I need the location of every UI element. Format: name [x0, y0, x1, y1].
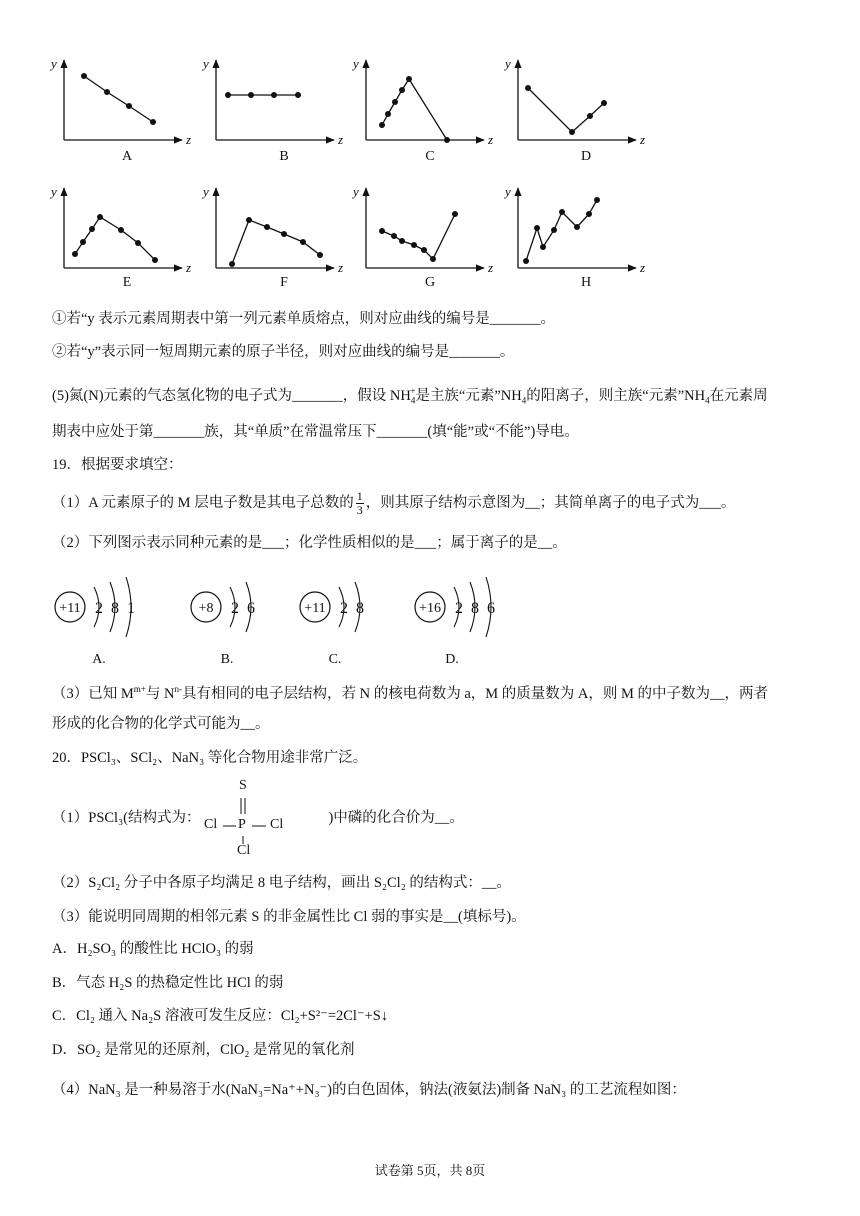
- graph-point: [452, 211, 458, 217]
- graph-point: [118, 227, 124, 233]
- graph-point: [97, 214, 103, 220]
- graph-curve: [528, 88, 604, 132]
- graph-point: [586, 211, 592, 217]
- struct-top-s: S: [239, 778, 247, 793]
- graph-label-a: A: [121, 149, 133, 164]
- graph-point: [444, 137, 450, 143]
- graph-point: [379, 122, 385, 128]
- graph-z-label: z: [338, 260, 344, 275]
- graph-point: [264, 224, 270, 230]
- q18-part5-line2: 期表中应处于第_______族，其“单质”在常温常压下_______(填“能”或“不能”)导电。: [52, 424, 579, 440]
- graph-y-label: y: [505, 56, 511, 71]
- graph-z-label: z: [488, 132, 494, 147]
- graph-curve: [75, 217, 155, 260]
- q18-item1: ①若“y 表示元素周期表中第一列元素单质熔点，则对应曲线的编号是_______。: [52, 311, 556, 327]
- graph-label-b: B: [279, 149, 289, 164]
- shell-electron-count: 6: [487, 600, 495, 617]
- q19-part2: （2）下列图示表示同种元素的是___；化学性质相似的是___；属于离子的是__。: [52, 535, 567, 551]
- graph-point: [246, 217, 252, 223]
- q20-title: 20．PSCl₃、SCl₂、NaN₃ 等化合物用途非常广泛。: [52, 750, 368, 766]
- graph-point: [248, 92, 254, 98]
- graph-point: [80, 239, 86, 245]
- graph-point: [406, 76, 412, 82]
- graph-y-label: y: [51, 56, 57, 71]
- q18-part5-line1: (5)氮(N)元素的气态氢化物的电子式为_______，假设 $NH_4^+$是主族“元素$”NH_4$的阳离子，则主族“元素$”NH_4$在元素周: [52, 386, 768, 406]
- shell-electron-count: 8: [111, 600, 119, 617]
- graph-point: [225, 92, 231, 98]
- shell-electron-count: 2: [340, 600, 348, 617]
- graph-label-h: H: [580, 275, 592, 290]
- atom-label-b: B.: [220, 652, 234, 667]
- graph-z-label: z: [338, 132, 344, 147]
- shell-electron-count: 8: [356, 600, 364, 617]
- shell-electron-count: 8: [471, 600, 479, 617]
- shell-electron-count: 2: [231, 600, 239, 617]
- shell-electron-count: 1: [127, 600, 135, 617]
- graph-y-label: y: [203, 56, 209, 71]
- fraction-one-third: $\frac{1}{3}$: [356, 489, 363, 518]
- atom-label-d: D.: [445, 652, 459, 667]
- graph-point: [379, 228, 385, 234]
- nucleus-charge: +11: [59, 601, 81, 616]
- graph-point: [72, 251, 78, 257]
- graph-z-label: z: [640, 260, 646, 275]
- q20-option-c: C．Cl₂ 通入 Na₂S 溶液可发生反应：Cl₂+S²⁻=2Cl⁻+S↓: [52, 1008, 389, 1024]
- graph-label-d: D: [580, 149, 592, 164]
- graph-point: [104, 89, 110, 95]
- graph-curve: [84, 76, 153, 122]
- shell-electron-count: 6: [247, 600, 255, 617]
- graph-y-label: y: [353, 184, 359, 199]
- graph-point: [534, 225, 540, 231]
- graph-point: [430, 256, 436, 262]
- graph-point: [559, 209, 565, 215]
- pscl3-structure: [200, 778, 332, 860]
- graph-point: [391, 233, 397, 239]
- q20-part1: （1）PSCl₃(结构式为： )中磷的化合价为__。: [52, 810, 464, 826]
- graph-y-label: y: [203, 184, 209, 199]
- nucleus-charge: +11: [304, 601, 326, 616]
- graph-point: [523, 258, 529, 264]
- struct-center-p: P: [238, 817, 246, 832]
- graph-point: [540, 244, 546, 250]
- graph-y-label: y: [505, 184, 511, 199]
- q20-part4: （4）NaN₃ 是一种易溶于水(NaN₃=Na⁺+N₃⁻)的白色固体，钠法(液氨法)制备 NaN₃ 的工艺流程如图：: [52, 1082, 686, 1098]
- q18-item2: ②若“y”表示同一短周期元素的原子半径，则对应曲线的编号是_______。: [52, 344, 515, 360]
- q19-part3-line1: （3）已知 $M^{m+}$与 $N^{n-}$具有相同的电子层结构，若 N 的核电荷数为 a，M 的质量数为 A，则 M 的中子数为__，两者: [52, 684, 769, 702]
- graph-point: [126, 103, 132, 109]
- atom-label-c: C.: [328, 652, 342, 667]
- graph-point: [587, 113, 593, 119]
- atom-diagrams: [0, 560, 860, 670]
- q20-option-a: A．H₂SO₃ 的酸性比 HClO₃ 的弱: [52, 941, 254, 957]
- graph-point: [317, 252, 323, 258]
- graph-y-label: y: [51, 184, 57, 199]
- graph-point: [150, 119, 156, 125]
- struct-bonds: [200, 778, 332, 860]
- graph-point: [399, 87, 405, 93]
- struct-left-cl: Cl: [204, 817, 218, 832]
- shell-electron-count: 2: [455, 600, 463, 617]
- q20-option-b: B．气态 H₂S 的热稳定性比 HCl 的弱: [52, 975, 284, 991]
- graph-point: [385, 111, 391, 117]
- graph-point: [421, 247, 427, 253]
- struct-right-cl: Cl: [270, 817, 284, 832]
- graph-point: [135, 240, 141, 246]
- atom-label-a: A.: [92, 652, 106, 667]
- graph-point: [271, 92, 277, 98]
- graph-z-label: z: [186, 260, 192, 275]
- graph-point: [81, 73, 87, 79]
- graph-point: [551, 227, 557, 233]
- graph-point: [525, 85, 531, 91]
- q20-option-d: D．SO₂ 是常见的还原剂，ClO₂ 是常见的氧化剂: [52, 1042, 355, 1058]
- graph-z-label: z: [488, 260, 494, 275]
- graph-point: [229, 261, 235, 267]
- graph-point: [399, 238, 405, 244]
- graph-point: [281, 231, 287, 237]
- nucleus-charge: +16: [419, 601, 441, 616]
- shell-electron-count: 2: [95, 600, 103, 617]
- graph-curve: [232, 220, 320, 264]
- graph-label-g: G: [424, 275, 436, 290]
- graph-y-label: y: [353, 56, 359, 71]
- q19-part3-line2: 形成的化合物的化学式可能为__。: [52, 716, 270, 732]
- graph-point: [411, 242, 417, 248]
- graph-point: [300, 239, 306, 245]
- graph-point: [89, 226, 95, 232]
- graph-point: [594, 197, 600, 203]
- graph-label-f: F: [280, 275, 288, 290]
- graph-curve: [382, 79, 447, 140]
- q20-part2: （2）S₂Cl₂ 分子中各原子均满足 8 电子结构，画出 S₂Cl₂ 的结构式：__。: [52, 875, 511, 891]
- graph-point: [295, 92, 301, 98]
- graph-point: [152, 257, 158, 263]
- graph-point: [569, 129, 575, 135]
- graph-point: [392, 99, 398, 105]
- page-footer: 试卷第 5页，共 8页: [374, 1163, 486, 1178]
- graph-label-c: C: [425, 149, 435, 164]
- q20-part3: （3）能说明同周期的相邻元素 S 的非金属性比 Cl 弱的事实是__(填标号)。: [52, 909, 526, 925]
- graph-label-e: E: [122, 275, 132, 290]
- graph-point: [574, 224, 580, 230]
- graph-z-label: z: [186, 132, 192, 147]
- q19-title: 19．根据要求填空：: [52, 457, 183, 473]
- q19-part1: （1）A 元素原子的 M 层电子数是其电子总数的 $\frac{1}{3}$ ，则其原子结构示意图为__；其简单离子的电子式为___。: [52, 489, 736, 518]
- nucleus-charge: +8: [198, 601, 214, 616]
- graph-z-label: z: [640, 132, 646, 147]
- graph-point: [601, 100, 607, 106]
- struct-bottom-cl: Cl: [237, 843, 251, 858]
